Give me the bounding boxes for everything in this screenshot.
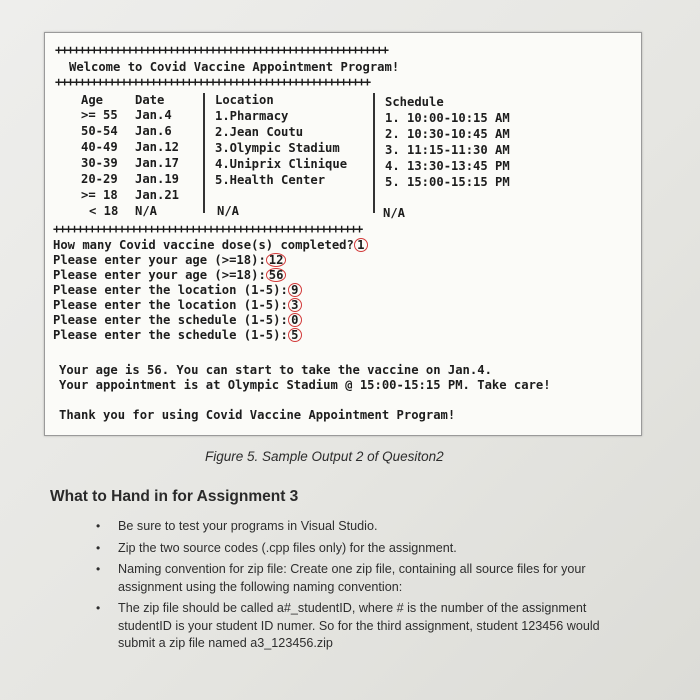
prompt-line — [53, 313, 302, 328]
schedule-cell: 5. 15:00-15:15 PM — [385, 175, 510, 189]
age-cell: 40-49 — [81, 140, 118, 154]
age-cell: >= 18 — [81, 188, 118, 202]
schedule-column-divider — [373, 93, 375, 213]
schedule-cell: 2. 10:30-10:45 AM — [385, 127, 510, 141]
circled-answer: 56 — [266, 268, 287, 282]
date-cell: N/A — [135, 204, 158, 218]
list-item-text: Zip the two source codes (.cpp files only) for the assignment. — [118, 540, 457, 555]
circled-answer: 1 — [354, 238, 368, 252]
list-item — [94, 518, 614, 536]
location-cell: 5.Health Center — [215, 173, 326, 187]
circled-answer: 3 — [288, 298, 302, 312]
section-heading: What to Hand in for Assignment 3 — [50, 488, 299, 505]
list-item-text: Be sure to test your programs in Visual Studio. — [118, 519, 378, 533]
top-separator: ++++++++++++++++++++++++++++++++++++++++++++++++++++++++ — [55, 43, 388, 57]
console-output-screenshot — [44, 32, 642, 436]
thank-you-line: Thank you for using Covid Vaccine Appointment Program! — [59, 408, 456, 422]
prompt-text: Please enter your age (>=18): — [53, 253, 266, 267]
prompt-text: Please enter the location (1-5): — [53, 298, 288, 312]
age-cell: >= 55 — [81, 108, 118, 122]
age-cell: 30-39 — [81, 156, 118, 170]
prompt-text: Please enter your age (>=18): — [53, 268, 266, 282]
location-cell: 2.Jean Coutu — [215, 125, 304, 139]
circled-answer: 5 — [288, 328, 302, 342]
list-item-text: Naming convention for zip file: Create one zip file, containing all source files for your assignment using the following naming convention: — [118, 562, 586, 594]
instructions-list — [94, 518, 614, 657]
schedule-cell: 3. 11:15-11:30 AM — [385, 143, 510, 157]
date-cell: Jan.6 — [135, 124, 172, 138]
age-cell: < 18 — [89, 204, 119, 218]
date-cell: Jan.4 — [135, 108, 172, 122]
bullet-icon: • — [96, 540, 101, 555]
location-cell: 4.Uniprix Clinique — [215, 157, 348, 171]
schedule-cell: 1. 10:00-10:15 AM — [385, 111, 510, 125]
bottom-separator: ++++++++++++++++++++++++++++++++++++++++++++++++++++ — [53, 222, 362, 236]
circled-answer: 9 — [288, 283, 302, 297]
location-na: N/A — [217, 204, 240, 218]
prompt-text: Please enter the schedule (1-5): — [53, 328, 288, 342]
date-cell: Jan.12 — [135, 140, 180, 154]
date-cell: Jan.17 — [135, 156, 180, 170]
schedule-cell: 4. 13:30-13:45 PM — [385, 159, 510, 173]
prompt-line — [53, 253, 286, 268]
prompt-line — [53, 283, 302, 298]
circled-answer: 0 — [288, 313, 302, 327]
list-item — [94, 540, 614, 558]
schedule-na: N/A — [383, 206, 406, 220]
circled-answer: 12 — [266, 253, 287, 267]
prompt-text: Please enter the location (1-5): — [53, 283, 288, 297]
date-cell: Jan.19 — [135, 172, 180, 186]
age-cell: 20-29 — [81, 172, 118, 186]
date-header: Date — [135, 93, 165, 107]
age-cell: 50-54 — [81, 124, 118, 138]
program-title: Welcome to Covid Vaccine Appointment Program! — [69, 60, 400, 74]
bullet-icon: • — [96, 519, 101, 533]
location-header: Location — [215, 93, 274, 107]
title-separator: +++++++++++++++++++++++++++++++++++++++++++++++++++++ — [55, 75, 370, 89]
location-column-divider — [203, 93, 205, 213]
prompt-text: Please enter the schedule (1-5): — [53, 313, 288, 327]
prompt-line — [53, 298, 302, 313]
prompt-line — [53, 238, 368, 253]
result-appointment-line: Your appointment is at Olympic Stadium @ 15:00-15:15 PM. Take care! — [59, 378, 551, 392]
location-cell: 1.Pharmacy — [215, 109, 289, 123]
schedule-header: Schedule — [385, 95, 444, 109]
bullet-icon: • — [96, 601, 101, 615]
bullet-icon: • — [96, 562, 101, 576]
age-header: Age — [81, 93, 104, 107]
list-item — [94, 600, 614, 653]
list-item — [94, 561, 614, 596]
prompt-line — [53, 328, 302, 343]
prompt-line — [53, 268, 286, 283]
result-age-line: Your age is 56. You can start to take the vaccine on Jan.4. — [59, 363, 492, 377]
figure-caption: Figure 5. Sample Output 2 of Quesiton2 — [205, 449, 444, 464]
date-cell: Jan.21 — [135, 188, 180, 202]
location-cell: 3.Olympic Stadium — [215, 141, 340, 155]
list-item-text: The zip file should be called a#_studentID, where # is the number of the assignment studentID is your student ID numer. So for the third assignment, student 123456 would submit a zip file named a3_123456.zip — [118, 601, 600, 650]
prompt-text: How many Covid vaccine dose(s) completed? — [53, 238, 354, 252]
